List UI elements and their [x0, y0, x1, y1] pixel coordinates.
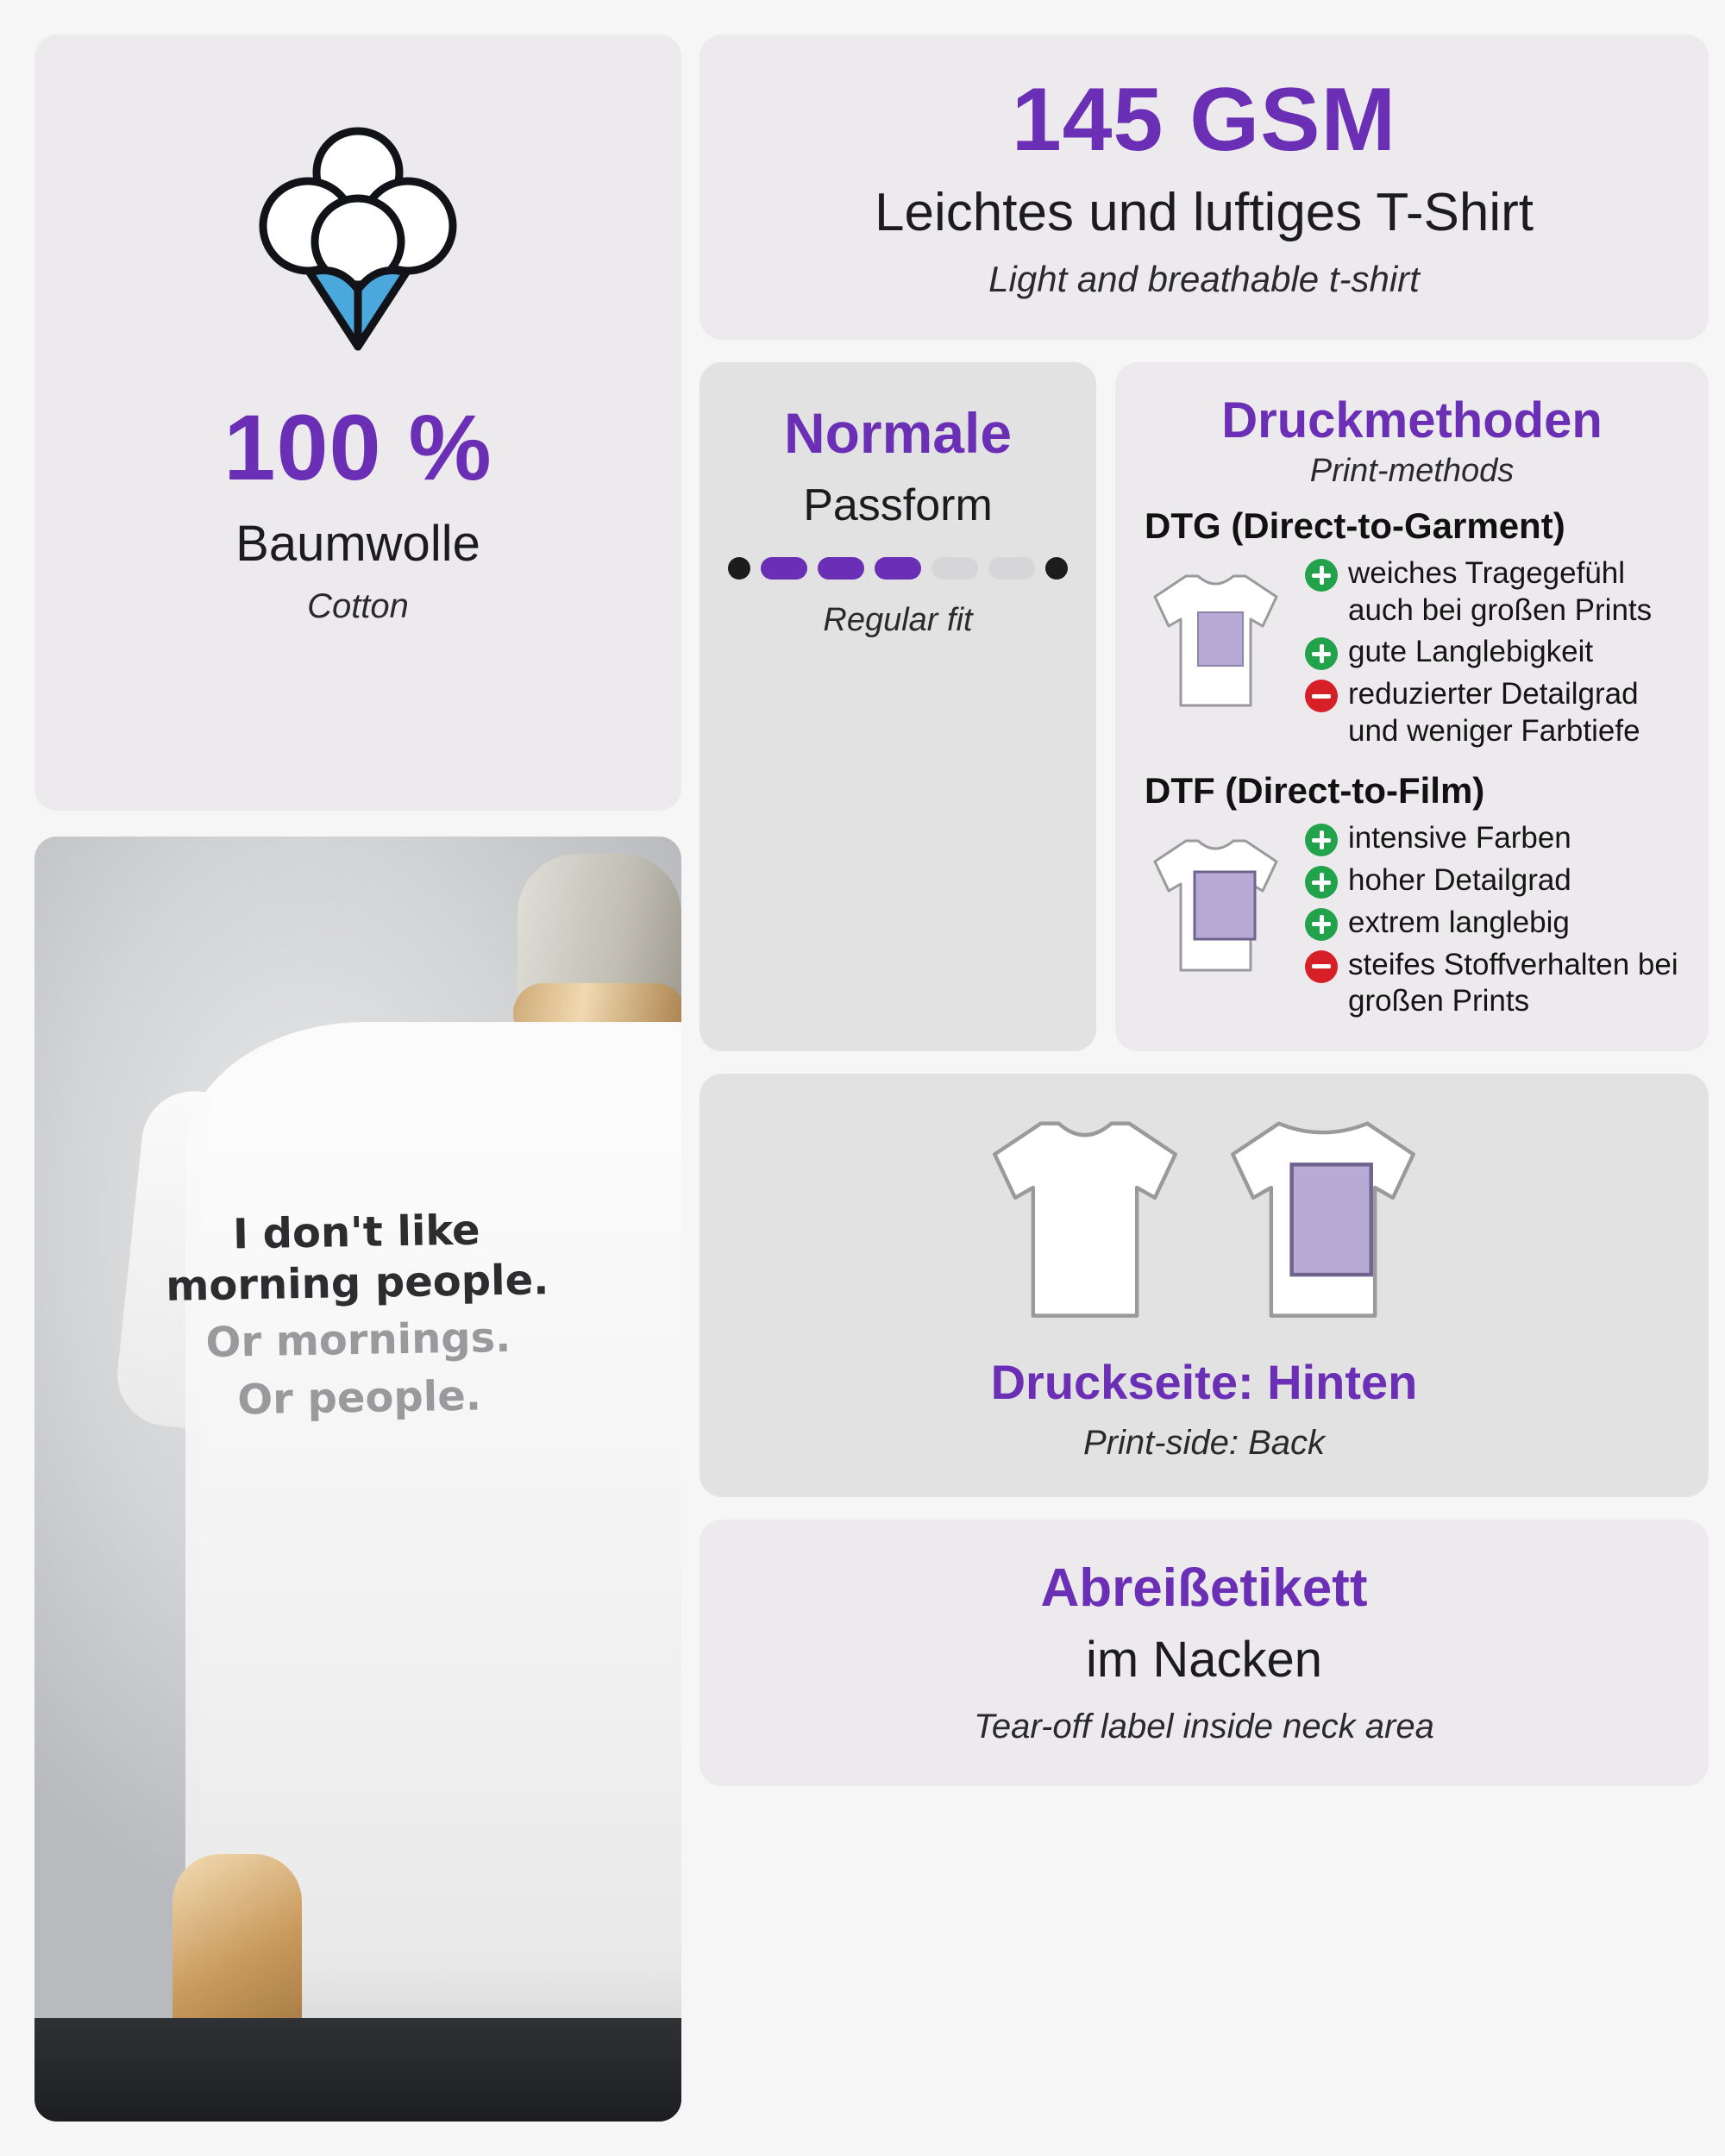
neck-label-title: Abreißetikett — [1040, 1557, 1368, 1618]
print-line-2: morning people. — [165, 1255, 549, 1311]
list-item-text: weiches Tragegefühl auch bei großen Prints — [1348, 556, 1653, 627]
fit-and-print-row — [699, 362, 1709, 1051]
fit-sub: Regular fit — [823, 602, 973, 638]
print-side-sub: Print-side: Back — [1082, 1423, 1326, 1462]
dtg-block — [1145, 555, 1679, 755]
fit-scale-seg-4 — [932, 557, 978, 580]
cotton-card — [34, 34, 681, 811]
fit-value: Normale — [783, 401, 1013, 465]
neck-label-card — [699, 1520, 1709, 1786]
fit-scale-start-dot — [728, 557, 750, 580]
minus-icon — [1305, 950, 1338, 983]
print-line-3: Or mornings. — [205, 1313, 511, 1368]
list-item-text: extrem langlebig — [1348, 905, 1570, 939]
fit-scale-seg-1 — [761, 557, 807, 580]
list-item-text: steifes Stoffverhalten bei großen Prints — [1348, 947, 1678, 1018]
cotton-boll-icon — [246, 121, 470, 358]
right-column — [699, 34, 1709, 2122]
cotton-percent: 100 % — [223, 395, 492, 499]
list-item-text: intensive Farben — [1348, 821, 1571, 856]
print-line-4: Or people. — [236, 1371, 482, 1425]
list-item-text: hoher Detailgrad — [1348, 863, 1571, 898]
plus-icon — [1305, 637, 1338, 670]
list-item — [1305, 634, 1679, 671]
print-methods-title: Druckmethoden — [1221, 392, 1603, 448]
tshirt-print-text — [34, 1201, 681, 1428]
fit-label: Passform — [803, 480, 993, 530]
gsm-label: Leichtes und luftiges T-Shirt — [875, 183, 1534, 242]
list-item — [1305, 820, 1679, 857]
print-side-shirts — [725, 1103, 1683, 1332]
cotton-label: Baumwolle — [235, 516, 480, 572]
dtf-feature-list — [1305, 820, 1679, 1025]
minus-icon — [1305, 680, 1338, 712]
fit-scale-seg-2 — [818, 557, 864, 580]
shirt-back-icon — [1215, 1103, 1431, 1332]
print-side-title: Druckseite: Hinten — [990, 1354, 1418, 1409]
print-line-1: I don't like — [232, 1206, 481, 1259]
plus-icon — [1305, 866, 1338, 899]
dtf-block — [1145, 820, 1679, 1025]
neck-label-sub: Tear-off label inside neck area — [974, 1707, 1434, 1745]
shirt-front-icon — [977, 1103, 1193, 1332]
plus-icon — [1305, 559, 1338, 592]
list-item-text: gute Langlebigkeit — [1348, 635, 1594, 669]
dtf-heading: DTF (Direct-to-Film) — [1145, 770, 1485, 812]
list-item — [1305, 676, 1679, 749]
list-item — [1305, 555, 1679, 629]
product-photo — [34, 837, 681, 2122]
list-item — [1305, 947, 1679, 1020]
fit-scale-end-dot — [1045, 557, 1068, 580]
dtg-feature-list — [1305, 555, 1679, 755]
fit-scale — [728, 557, 1068, 580]
neck-label-mid: im Nacken — [1086, 1631, 1322, 1688]
print-methods-subtitle: Print-methods — [1309, 453, 1515, 489]
gsm-sub: Light and breathable t-shirt — [988, 259, 1420, 299]
fit-scale-seg-3 — [875, 557, 921, 580]
plus-icon — [1305, 824, 1338, 856]
print-side-card — [699, 1074, 1709, 1497]
fit-scale-seg-5 — [988, 557, 1035, 580]
dtg-shirt-icon — [1145, 555, 1291, 755]
left-column — [34, 34, 681, 2122]
print-methods-card — [1115, 362, 1709, 1051]
photo-floor — [34, 2018, 681, 2122]
dtg-heading: DTG (Direct-to-Garment) — [1145, 505, 1565, 546]
cotton-sub: Cotton — [307, 586, 409, 625]
dtf-shirt-icon — [1145, 820, 1291, 1025]
fit-card — [699, 362, 1096, 1051]
gsm-value: 145 GSM — [1011, 70, 1397, 170]
list-item — [1305, 905, 1679, 942]
plus-icon — [1305, 908, 1338, 941]
list-item-text: reduzierter Detailgrad und weniger Farbtiefe — [1348, 677, 1640, 748]
gsm-card — [699, 34, 1709, 340]
list-item — [1305, 862, 1679, 899]
